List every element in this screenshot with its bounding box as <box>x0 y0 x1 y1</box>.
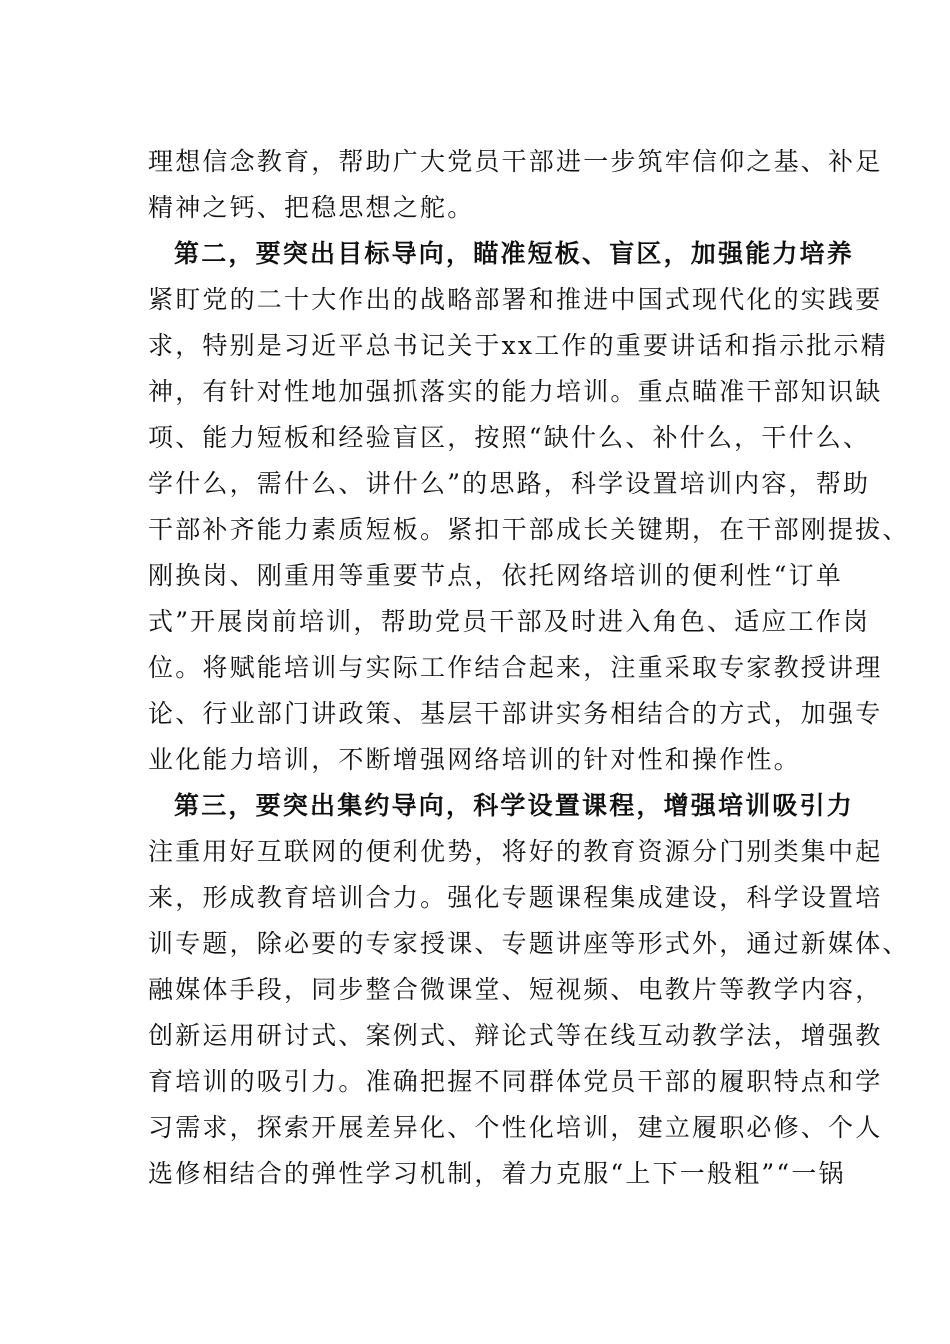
paragraph-line: 注重用好互联网的便利优势，将好的教育资源分门别类集中起 <box>148 837 883 866</box>
paragraph-line: 理想信念教育，帮助广大党员干部进一步筑牢信仰之基、补足 <box>148 147 883 176</box>
paragraph-line: 业化能力培训，不断增强网络培训的针对性和操作性。 <box>148 745 801 774</box>
paragraph-line: 求，特别是习近平总书记关于xx工作的重要讲话和指示批示精 <box>148 331 888 360</box>
paragraph-line: 干部补齐能力素质短板。紧扣干部成长关键期，在干部刚提拔、 <box>148 515 910 544</box>
paragraph-line: 刚换岗、刚重用等重要节点，依托网络培训的便利性“订单 <box>148 561 843 590</box>
paragraph-line: 学什么，需什么、讲什么”的思路，科学设置培训内容，帮助 <box>148 469 871 498</box>
paragraph-line: 融媒体手段，同步整合微课堂、短视频、电教片等教学内容， <box>148 975 883 1004</box>
paragraph-line: 来，形成教育培训合力。强化专题课程集成建设，科学设置培 <box>148 883 883 912</box>
paragraph-line: 育培训的吸引力。准确把握不同群体党员干部的履职特点和学 <box>148 1067 883 1096</box>
section-heading-second: 第二，要突出目标导向，瞄准短板、盲区，加强能力培养 <box>174 239 855 268</box>
paragraph-line: 精神之钙、把稳思想之舵。 <box>148 193 475 222</box>
section-heading-third: 第三，要突出集约导向，科学设置课程，增强培训吸引力 <box>174 791 855 820</box>
paragraph-line: 习需求，探索开展差异化、个性化培训，建立履职必修、个人 <box>148 1113 883 1142</box>
paragraph-line: 选修相结合的弹性学习机制，着力克服“上下一般粗”“一锅 <box>148 1159 846 1188</box>
paragraph-line: 位。将赋能培训与实际工作结合起来，注重采取专家教授讲理 <box>148 653 883 682</box>
paragraph-line: 训专题，除必要的专家授课、专题讲座等形式外，通过新媒体、 <box>148 929 910 958</box>
paragraph-line: 紧盯党的二十大作出的战略部署和推进中国式现代化的实践要 <box>148 285 883 314</box>
paragraph-line: 项、能力短板和经验盲区，按照“缺什么、补什么，干什么、 <box>148 423 871 452</box>
paragraph-line: 创新运用研讨式、案例式、辩论式等在线互动教学法，增强教 <box>148 1021 883 1050</box>
paragraph-line: 论、行业部门讲政策、基层干部讲实务相结合的方式，加强专 <box>148 699 883 728</box>
paragraph-line: 神，有针对性地加强抓落实的能力培训。重点瞄准干部知识缺 <box>148 377 883 406</box>
paragraph-line: 式”开展岗前培训，帮助党员干部及时进入角色、适应工作岗 <box>148 607 871 636</box>
